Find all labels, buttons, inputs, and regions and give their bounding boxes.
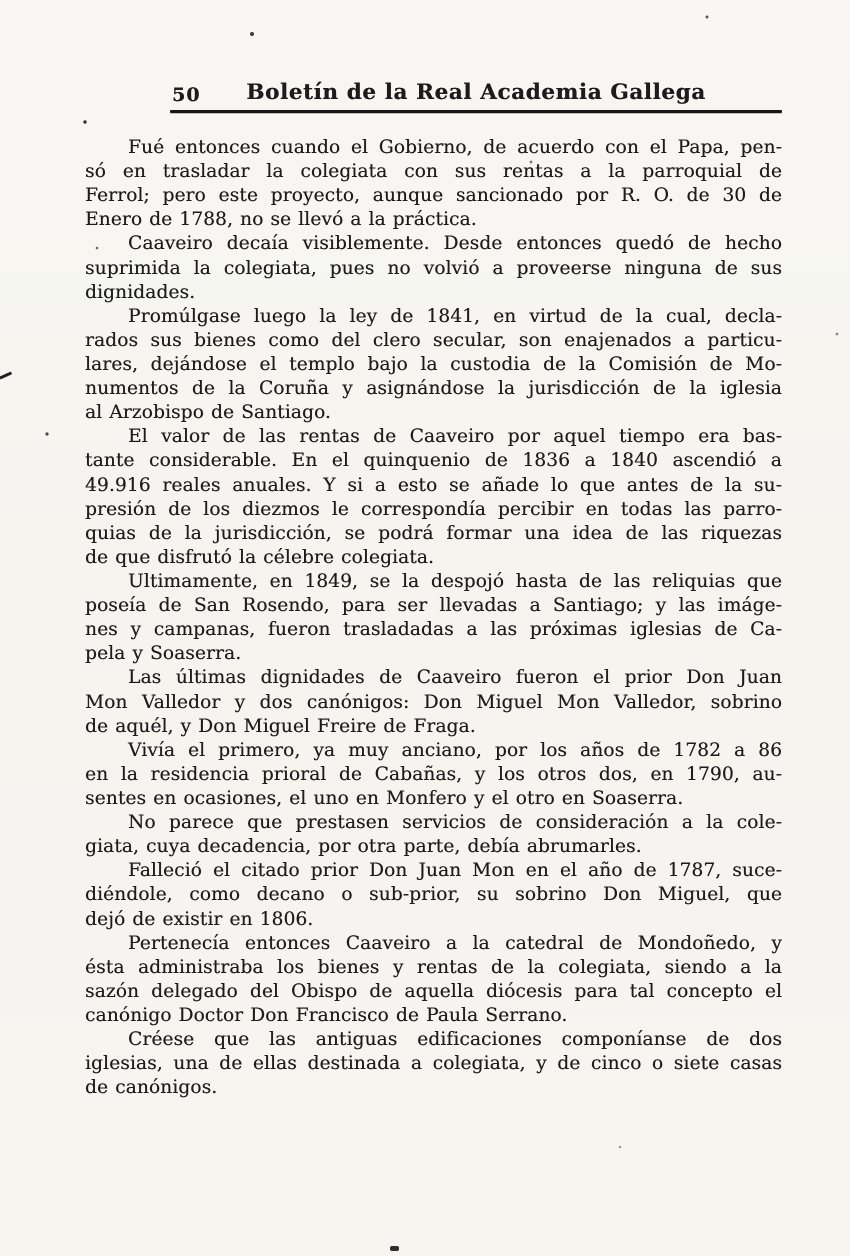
- text-line: sentes en ocasiones, el uno en Monfero y el otro en Soaserra.: [85, 787, 684, 809]
- text-line: No parece que prestasen servicios de consideración a la cole-: [128, 812, 782, 834]
- text-line: de que disfrutó la célebre colegiata.: [85, 546, 434, 568]
- paragraph: [85, 232, 782, 304]
- text-line: tante considerable. En el quinquenio de 1836 a 1840 ascendió a: [85, 450, 782, 472]
- text-line: sazón delegado del Obispo de aquella diócesis para tal concepto el: [85, 980, 782, 1002]
- margin-pen-mark: [0, 371, 12, 379]
- bottom-smudge-artifact: [390, 1246, 399, 1251]
- text-line: Ferrol; pero este proyecto, aunque sancionado por R. O. de 30 de: [85, 185, 782, 207]
- paragraph: [85, 425, 782, 570]
- text-line: canónigo Doctor Don Francisco de Paula Serrano.: [85, 1004, 568, 1026]
- text-line: rados sus bienes como del clero secular, son enajenados a particu-: [85, 329, 782, 351]
- text-line: Ultimamente, en 1849, se la despojó hasta de las reliquias que: [128, 570, 782, 592]
- text-line: El valor de las rentas de Caaveiro por aquel tiempo era bas-: [128, 426, 782, 448]
- page-number: 50: [172, 84, 201, 106]
- text-line: presión de los diezmos le correspondía percibir en todas las parro-: [85, 498, 782, 520]
- text-line: ésta administraba los bienes y rentas de la colegiata, siendo a la: [85, 956, 782, 978]
- paragraph: [85, 666, 782, 738]
- text-line: Mon Valledor y dos canónigos: Don Miguel Mon Valledor, sobrino: [85, 691, 782, 713]
- text-line: pela y Soaserra.: [85, 643, 242, 665]
- paragraph: [85, 811, 782, 859]
- text-line: Las últimas dignidades de Caaveiro fueron el prior Don Juan: [128, 667, 782, 689]
- paragraph: [85, 932, 782, 1028]
- text-line: iglesias, una de ellas destinada a colegiata, y de cinco o siete casas: [85, 1053, 782, 1075]
- text-line: suprimida la colegiata, pues no volvió a proveerse ninguna de sus: [85, 257, 782, 279]
- paragraph: [85, 859, 782, 931]
- text-line: numentos de la Coruña y asignándose la jurisdicción de la iglesia: [85, 378, 782, 400]
- header-rule: [170, 110, 782, 113]
- text-line: Fué entonces cuando el Gobierno, de acuerdo con el Papa, pen-: [128, 137, 782, 158]
- paragraph: [85, 1028, 782, 1100]
- text-line: Falleció el citado prior Don Juan Mon en el año de 1787, suce-: [128, 860, 782, 882]
- text-line: Promúlgase luego la ley de 1841, en virtud de la cual, decla-: [128, 305, 782, 327]
- text-line: Pertenecía entonces Caaveiro a la catedral de Mondoñedo, y: [128, 932, 782, 954]
- text-line: só en trasladar la colegiata con sus rentas a la parroquial de: [85, 161, 782, 183]
- text-line: de aquél, y Don Miguel Freire de Fraga.: [85, 715, 476, 737]
- text-line: dignidades.: [85, 281, 196, 303]
- text-line: giata, cuya decadencia, por otra parte, debía abrumarles.: [85, 836, 642, 858]
- text-line: Vivía el primero, ya muy anciano, por los años de 1782 a 86: [128, 739, 782, 761]
- page-body: [85, 136, 782, 1100]
- paragraph: [85, 739, 782, 811]
- text-line: de canónigos.: [85, 1077, 218, 1099]
- paragraph: [85, 305, 782, 426]
- text-line: poseía de San Rosendo, para ser llevadas a Santiago; y las imáge-: [85, 595, 782, 617]
- paragraph: [85, 136, 782, 232]
- text-line: en la residencia prioral de Cabañas, y los otros dos, en 1790, au-: [85, 763, 782, 785]
- text-line: diéndole, como decano o sub-prior, su sobrino Don Miguel, que: [85, 884, 782, 906]
- text-line: lares, dejándose el templo bajo la custodia de la Comisión de Mo-: [85, 353, 782, 375]
- text-line: quias de la jurisdicción, se podrá formar una idea de las riquezas: [85, 522, 782, 544]
- text-line: al Arzobispo de Santiago.: [85, 402, 331, 424]
- text-line: 49.916 reales anuales. Y si a esto se añade lo que antes de la su-: [85, 474, 782, 496]
- journal-title: Boletín de la Real Academia Gallega: [246, 80, 706, 105]
- text-line: Créese que las antiguas edificaciones componíanse de dos: [128, 1029, 782, 1051]
- text-line: dejó de existir en 1806.: [85, 908, 314, 930]
- scan-speck-artifacts: [0, 0, 2, 2]
- text-line: nes y campanas, fueron trasladadas a las próximas iglesias de Ca-: [85, 619, 782, 641]
- text-line: Caaveiro decaía visiblemente. Desde entonces quedó de hecho: [128, 233, 782, 255]
- text-line: Enero de 1788, no se llevó a la práctica.: [85, 209, 477, 231]
- paragraph: [85, 570, 782, 666]
